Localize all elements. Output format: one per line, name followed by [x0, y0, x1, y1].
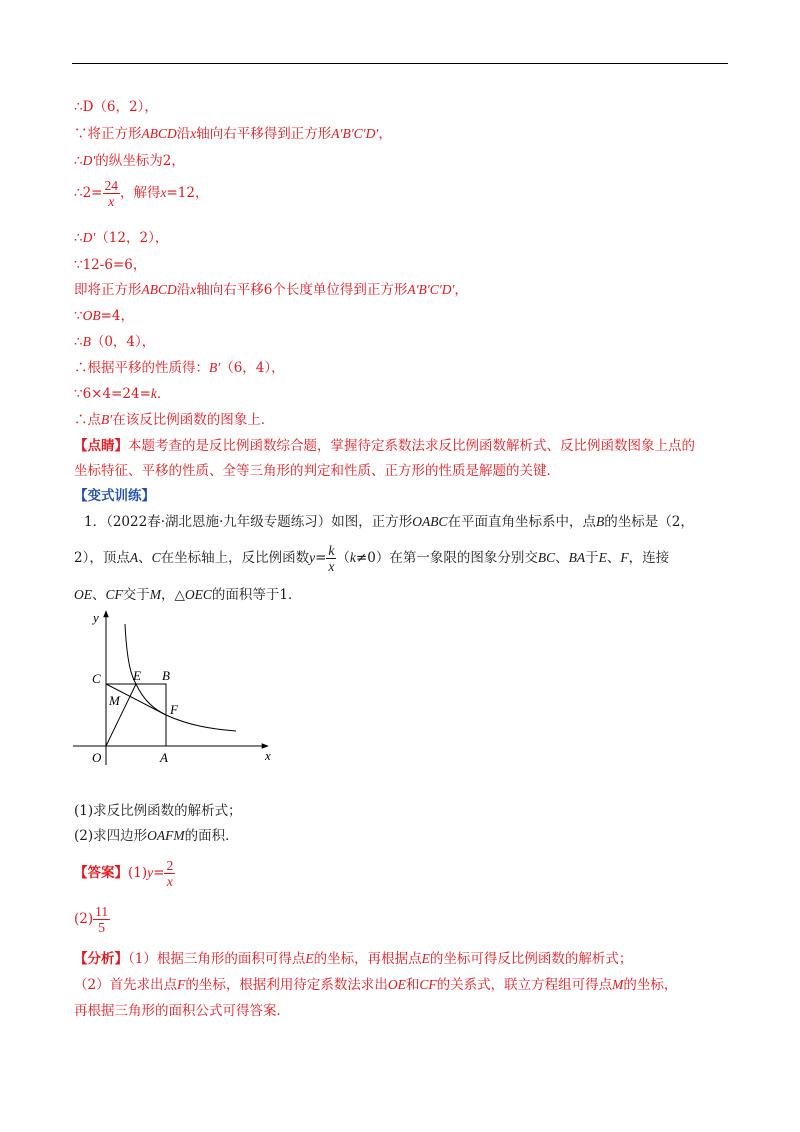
- problem-line-1: 1．（2022春·湖北恩施·九年级专题练习）如图，正方形OABC在平面直角坐标系中，点B的坐标是（2，: [84, 514, 694, 530]
- label-m: M: [109, 693, 120, 708]
- solution-line-5: ∴D′（12，2），: [74, 230, 169, 246]
- analysis-line-2: （2）首先求出点F的坐标，根据利用待定系数法求出OE和CF的关系式，联立方程组可得点M的坐标，: [74, 977, 678, 993]
- label-o: O: [92, 750, 102, 765]
- answer-fraction-2-over-x: $\frac{2}{x}$: [166, 858, 174, 889]
- solution-line-1: ∴D（6，2），: [74, 99, 158, 115]
- answer-line-2: (2) $\frac{11}{5}$: [74, 904, 109, 935]
- answer-tag: 【答案】: [74, 865, 128, 881]
- dianjing-line-2: 坐标特征、平移的性质、全等三角形的判定和性质、正方形的性质是解题的关键．: [74, 463, 560, 479]
- solution-line-4: ∴2= $\frac{24}{x}$ ，解得x=12，: [74, 178, 209, 209]
- dianjing-line-1: 【点睛】本题考查的是反比例函数综合题，掌握待定系数法求反比例函数解析式、反比例函数图象上点的: [74, 438, 695, 454]
- label-c: C: [92, 671, 101, 686]
- hyperbola-curve: [125, 624, 236, 731]
- question-2: (2)求四边形OAFM的面积．: [74, 828, 239, 844]
- question-1: (1)求反比例函数的解析式；: [74, 803, 242, 819]
- answer-line-1: 【答案】(1)y= $\frac{2}{x}$: [74, 858, 174, 889]
- label-e: E: [133, 668, 141, 683]
- answer-fraction-11-over-5: $\frac{11}{5}$: [95, 904, 109, 935]
- analysis-line-3: 再根据三角形的面积公式可得答案．: [74, 1003, 290, 1019]
- geometry-figure: [70, 605, 290, 775]
- analysis-line-1: 【分析】（1）根据三角形的面积可得点E的坐标，再根据点E的坐标可得反比例函数的解析式；: [74, 951, 633, 967]
- problem-line-3: OE、CF交于M，△OEC的面积等于1．: [74, 587, 302, 603]
- analysis-tag: 【分析】: [74, 951, 128, 967]
- solution-line-10: ∴根据平移的性质得：B′（6，4），: [74, 360, 285, 376]
- solution-line-12: ∴点B′在该反比例函数的图象上．: [74, 412, 275, 428]
- solution-line-6: ∵12-6=6，: [74, 257, 147, 273]
- label-a: A: [160, 750, 168, 765]
- solution-line-11: ∵6×4=24=k．: [74, 386, 171, 402]
- solution-line-7: 即将正方形ABCD沿x轴向右平移6个长度单位得到正方形A′B′C′D′，: [74, 282, 468, 298]
- label-x: x: [265, 748, 271, 763]
- fraction-k-over-x: $\frac{k}{x}$: [328, 543, 335, 574]
- fraction-24-over-x: $\frac{24}{x}$: [104, 178, 118, 209]
- header-rule: [72, 63, 728, 64]
- solution-line-2: ∵将正方形ABCD沿x轴向右平移得到正方形A′B′C′D′，: [74, 126, 392, 142]
- label-y: y: [93, 610, 99, 625]
- dianjing-tag: 【点睛】: [74, 438, 128, 454]
- solution-line-9: ∴B（0，4），: [74, 334, 156, 350]
- label-b: B: [162, 668, 170, 683]
- solution-line-3: ∴D′的纵坐标为2，: [74, 153, 185, 169]
- problem-line-2: 2），顶点A、C在坐标轴上，反比例函数y= $\frac{k}{x}$ （k≠0）在第一象限的图象分别交BC、BA于E、F，连接: [74, 543, 670, 574]
- label-f: F: [170, 702, 178, 717]
- bianshi-heading: 【变式训练】: [74, 488, 155, 504]
- solution-line-8: ∵OB=4，: [74, 308, 134, 324]
